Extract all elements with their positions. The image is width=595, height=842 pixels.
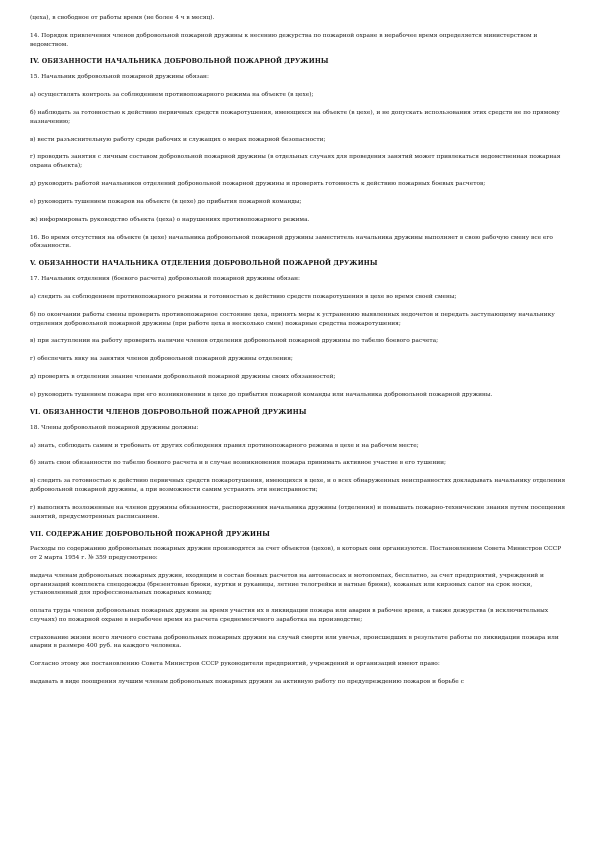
paragraph: Согласно этому же постановлению Совета Министров СССР руководители предприятий, учреждений и организаций имеют право: [30, 661, 440, 668]
section-heading: VII. СОДЕРЖАНИЕ ДОБРОВОЛЬНОЙ ПОЖАРНОЙ ДРУЖИНЫ [30, 530, 270, 538]
paragraph: в) вести разъяснительную работу среди рабочих и служащих о мерах пожарной безопасности; [30, 136, 326, 143]
paragraph: д) проверять в отделении знание членами добровольной пожарной дружины своих обязанностей; [30, 374, 336, 381]
paragraph: в) следить за готовностью к действию первичных средств пожаротушения, имеющихся в цехе, и о всех обнаруженных неисправностях докладывать начальнику отделения добровольной пожарной дружины, а при возможности самим устранять эти неисправности; [30, 478, 566, 494]
paragraph: г) проводить занятия с личным составом добровольной пожарной дружины (в отдельных случаях для проведения занятий может привлекаться ведомственная пожарная охрана объекта); [30, 154, 561, 170]
paragraph: Расходы по содержанию добровольных пожарных дружин производятся за счет объектов (цехов), в которых они организуются. Постановлением Совета Министров СССР от 2 марта 1954 г. № 359 предусмотрено: [30, 546, 562, 561]
paragraph: (цеха), в свободное от работы время (не более 4 ч в месяц). [30, 15, 215, 21]
paragraph: 17. Начальник отделения (боевого расчета) добровольной пожарной дружины обязан: [30, 276, 300, 283]
paragraph: 16. Во время отсутствия на объекте (в цехе) начальника добровольной пожарной дружины заместитель начальника дружины выполняет в свою рабочую смену все его обязанности. [30, 234, 553, 250]
paragraph: е) руководить тушением пожаров на объекте (в цехе) до прибытия пожарной команды; [30, 198, 302, 205]
document-page [30, 14, 567, 687]
section-heading: V. ОБЯЗАННОСТИ НАЧАЛЬНИКА ОТДЕЛЕНИЯ ДОБРОВОЛЬНОЙ ПОЖАРНОЙ ДРУЖИНЫ [30, 260, 378, 268]
paragraph: а) знать, соблюдать самим и требовать от других соблюдения правил противопожарного режима в цехе и на рабочем месте; [30, 442, 419, 449]
paragraph: б) наблюдать за готовностью к действию первичных средств пожаротушения, имеющихся на объекте (в цехе), и не допускать использования этих средств не по прямому назначению; [30, 109, 560, 125]
paragraph: а) осуществлять контроль за соблюдением противопожарного режима на объекте (в цехе); [30, 92, 314, 99]
paragraph: в) при заступлении на работу проверить наличие членов отделения добровольной пожарной дружины по табелю боевого расчета; [30, 338, 439, 345]
paragraph: а) следить за соблюдением противопожарного режима и готовностью к действию средств пожаротушения в цехе во время своей смены; [30, 293, 457, 300]
paragraph: г) выполнять возложенные на членов дружины обязанности, распоряжения начальника дружины (отделения) и повышать пожарно-технические знания путем посещения занятий, предусмотренных расписанием. [30, 504, 566, 520]
paragraph: г) обеспечить явку на занятия членов добровольной пожарной дружины отделения; [30, 356, 293, 363]
section-heading: VI. ОБЯЗАННОСТИ ЧЛЕНОВ ДОБРОВОЛЬНОЙ ПОЖАРНОЙ ДРУЖИНЫ [30, 408, 307, 416]
paragraph: 18. Члены добровольной пожарной дружины должны: [30, 424, 199, 431]
paragraph: выдача членам добровольных пожарных дружин, входящим в состав боевых расчетов на автонасосах и мотопомпах, бесплатно, за счет предприятий, учреждений и организаций комплекта спецодежды (брезентовые брюки, куртки и рукавицы, летние телогрейки и ватные брюки), кожаных или кирзовых сапог на срок носки, установленный для профессиональных пожарных команд; [30, 572, 544, 597]
paragraph: д) руководить работой начальников отделений добровольной пожарной дружины и проверять готовность к действию пожарных боевых расчетов; [30, 181, 486, 188]
paragraph: б) по окончании работы смены проверить противопожарное состояние цеха, принять меры к устранению выявленных недочетов и передать заступающему начальнику отделения добровольной пожарной дружины (при работе цеха в несколько смен) пожарные средства пожаротушения; [30, 311, 555, 327]
paragraph: выдавать в виде поощрения лучшим членам добровольных пожарных дружин за активную работу по предупреждению пожаров и борьбе с [30, 679, 464, 686]
paragraph: ж) информировать руководство объекта (цеха) о нарушениях противопожарного режима. [30, 216, 310, 223]
section-heading: IV. ОБЯЗАННОСТИ НАЧАЛЬНИКА ДОБРОВОЛЬНОЙ ПОЖАРНОЙ ДРУЖИНЫ [30, 58, 329, 66]
paragraph: 14. Порядок привлечения членов добровольной пожарной дружины к несению дежурства по пожарной охране в нерабочее время определяется министерством и ведомством. [30, 32, 538, 48]
paragraph: страхование жизни всего личного состава добровольных пожарных дружин на случай смерти или увечья, происшедших в результате работы по ликвидации пожара или аварии в размере 400 руб. на каждого человека. [30, 634, 559, 650]
paragraph: оплата труда членов добровольных пожарных дружин за время участия их в ликвидации пожара или аварии в рабочее время, а также дежурства (в исключительных случаях) по пожарной охране в нерабочее время из расчета среднемесячного заработка на производстве; [30, 608, 549, 623]
paragraph: е) руководить тушением пожара при его возникновении в цехе до прибытия пожарной команды или начальника добровольной пожарной дружины. [30, 392, 493, 399]
paragraph: б) знать свои обязанности по табелю боевого расчета и в случае возникновения пожара принимать активное участие в его тушении; [30, 460, 446, 467]
paragraph: 15. Начальник добровольной пожарной дружины обязан: [30, 74, 209, 81]
